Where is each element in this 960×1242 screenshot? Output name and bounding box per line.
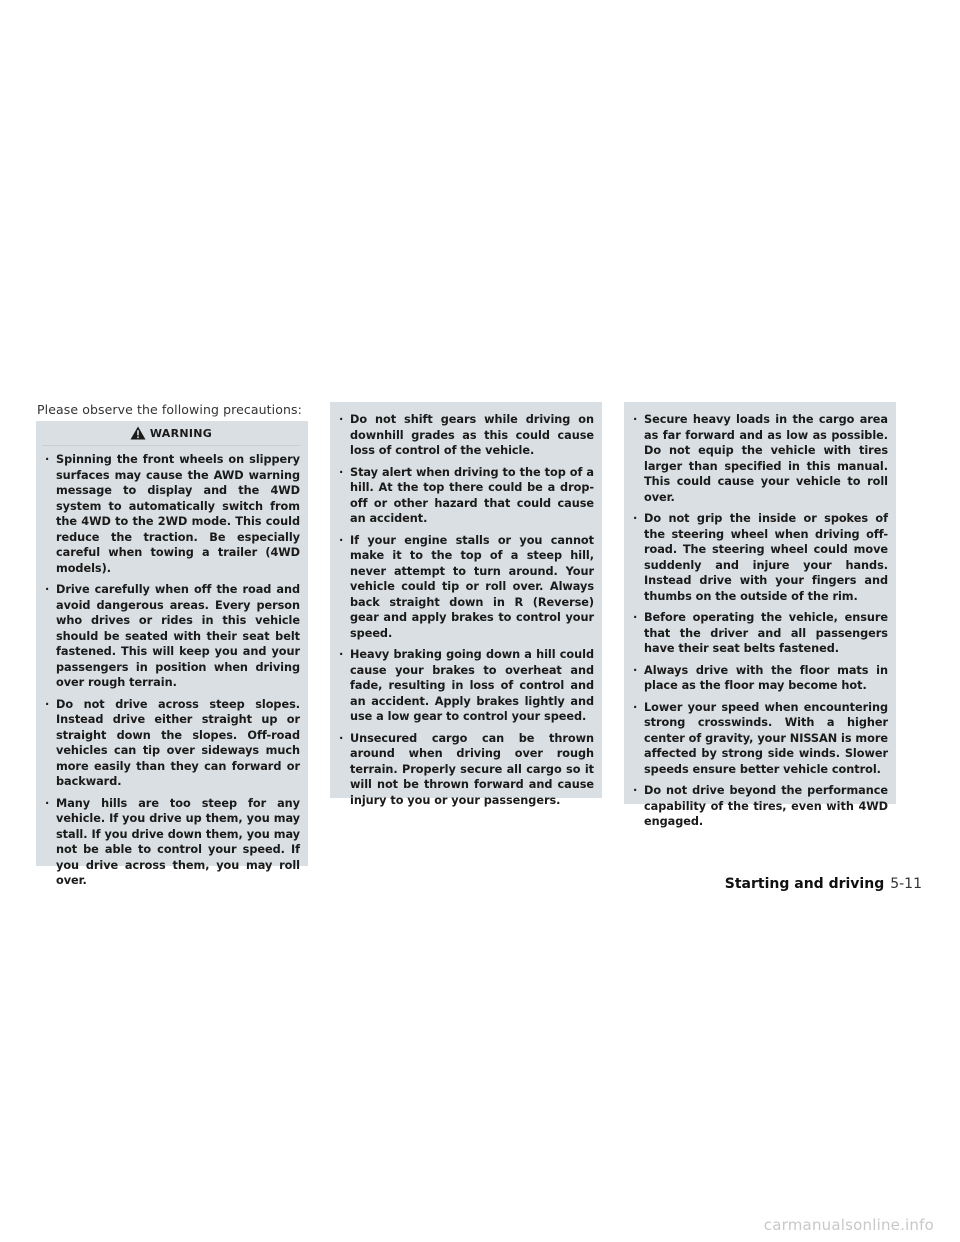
- warning-column-1: [36, 421, 308, 887]
- list-item: · Unsecured cargo can be thrown around when driving over rough terrain. Properly secure all cargo so it will not be thrown forward and cause injury to you or your passengers.: [336, 731, 594, 809]
- list-item: · Do not grip the inside or spokes of the steering wheel when driving off-road. The steering wheel could move suddenly and injure your hands. Instead drive with your fingers and thumbs on the outside of the rim.: [630, 511, 888, 604]
- list-item: · Do not drive across steep slopes. Instead drive either straight up or straight down the slopes. Off-road vehicles can tip over sideways much more easily than they can forward or backward.: [42, 697, 300, 790]
- precaution-list-1: [42, 452, 300, 889]
- list-item: · Drive carefully when off the road and avoid dangerous areas. Every person who drives or rides in this vehicle should be seated with their seat belt fastened. This will keep you and your passengers in position when driving over rough terrain.: [42, 582, 300, 691]
- list-item: · If your engine stalls or you cannot make it to the top of a steep hill, never attempt to turn around. Your vehicle could tip or roll over. Always back straight down in R (Reverse) gear and apply brakes to control your speed.: [336, 533, 594, 642]
- warning-column-3: [624, 402, 896, 828]
- warning-triangle-icon: [130, 426, 146, 440]
- list-item: · Heavy braking going down a hill could cause your brakes to overheat and fade, resulting in loss of control and an accident. Apply brakes lightly and use a low gear to control your speed.: [336, 647, 594, 725]
- list-item: · Many hills are too steep for any vehicle. If you drive up them, you may stall. If you drive down them, you may not be able to control your speed. If you drive across them, you may roll over.: [42, 796, 300, 889]
- list-item: · Do not drive beyond the performance capability of the tires, even with 4WD engaged.: [630, 783, 888, 830]
- warning-column-2: [330, 402, 602, 807]
- precaution-list-2: [336, 412, 594, 808]
- list-item: · Lower your speed when encountering strong crosswinds. With a higher center of gravity, your NISSAN is more affected by strong side winds. Slower speeds ensure better vehicle control.: [630, 700, 888, 778]
- page-number: 5-11: [890, 876, 922, 892]
- warning-label: WARNING: [149, 426, 213, 440]
- watermark: carmanualsonline.info: [763, 1216, 934, 1234]
- section-title: Starting and driving: [724, 876, 885, 892]
- list-item: · Secure heavy loads in the cargo area as far forward and as low as possible. Do not equip the vehicle with tires larger than specified in this manual. This could cause your vehicle to roll over.: [630, 412, 888, 505]
- list-item: · Spinning the front wheels on slippery surfaces may cause the AWD warning message to display and the 4WD system to automatically switch from the 4WD to the 2WD mode. This could reduce the traction. Be especially careful when towing a trailer (4WD models).: [42, 452, 300, 576]
- list-item: · Stay alert when driving to the top of a hill. At the top there could be a drop-off or other hazard that could cause an accident.: [336, 465, 594, 527]
- list-item: · Always drive with the floor mats in place as the floor may become hot.: [630, 663, 888, 694]
- page-footer: [725, 876, 922, 892]
- list-item: · Before operating the vehicle, ensure that the driver and all passengers have their seat belts fastened.: [630, 610, 888, 657]
- precaution-list-3: [630, 412, 888, 830]
- intro-text: Please observe the following precautions:: [37, 402, 302, 417]
- warning-header: [42, 421, 300, 446]
- list-item: · Do not shift gears while driving on downhill grades as this could cause loss of control of the vehicle.: [336, 412, 594, 459]
